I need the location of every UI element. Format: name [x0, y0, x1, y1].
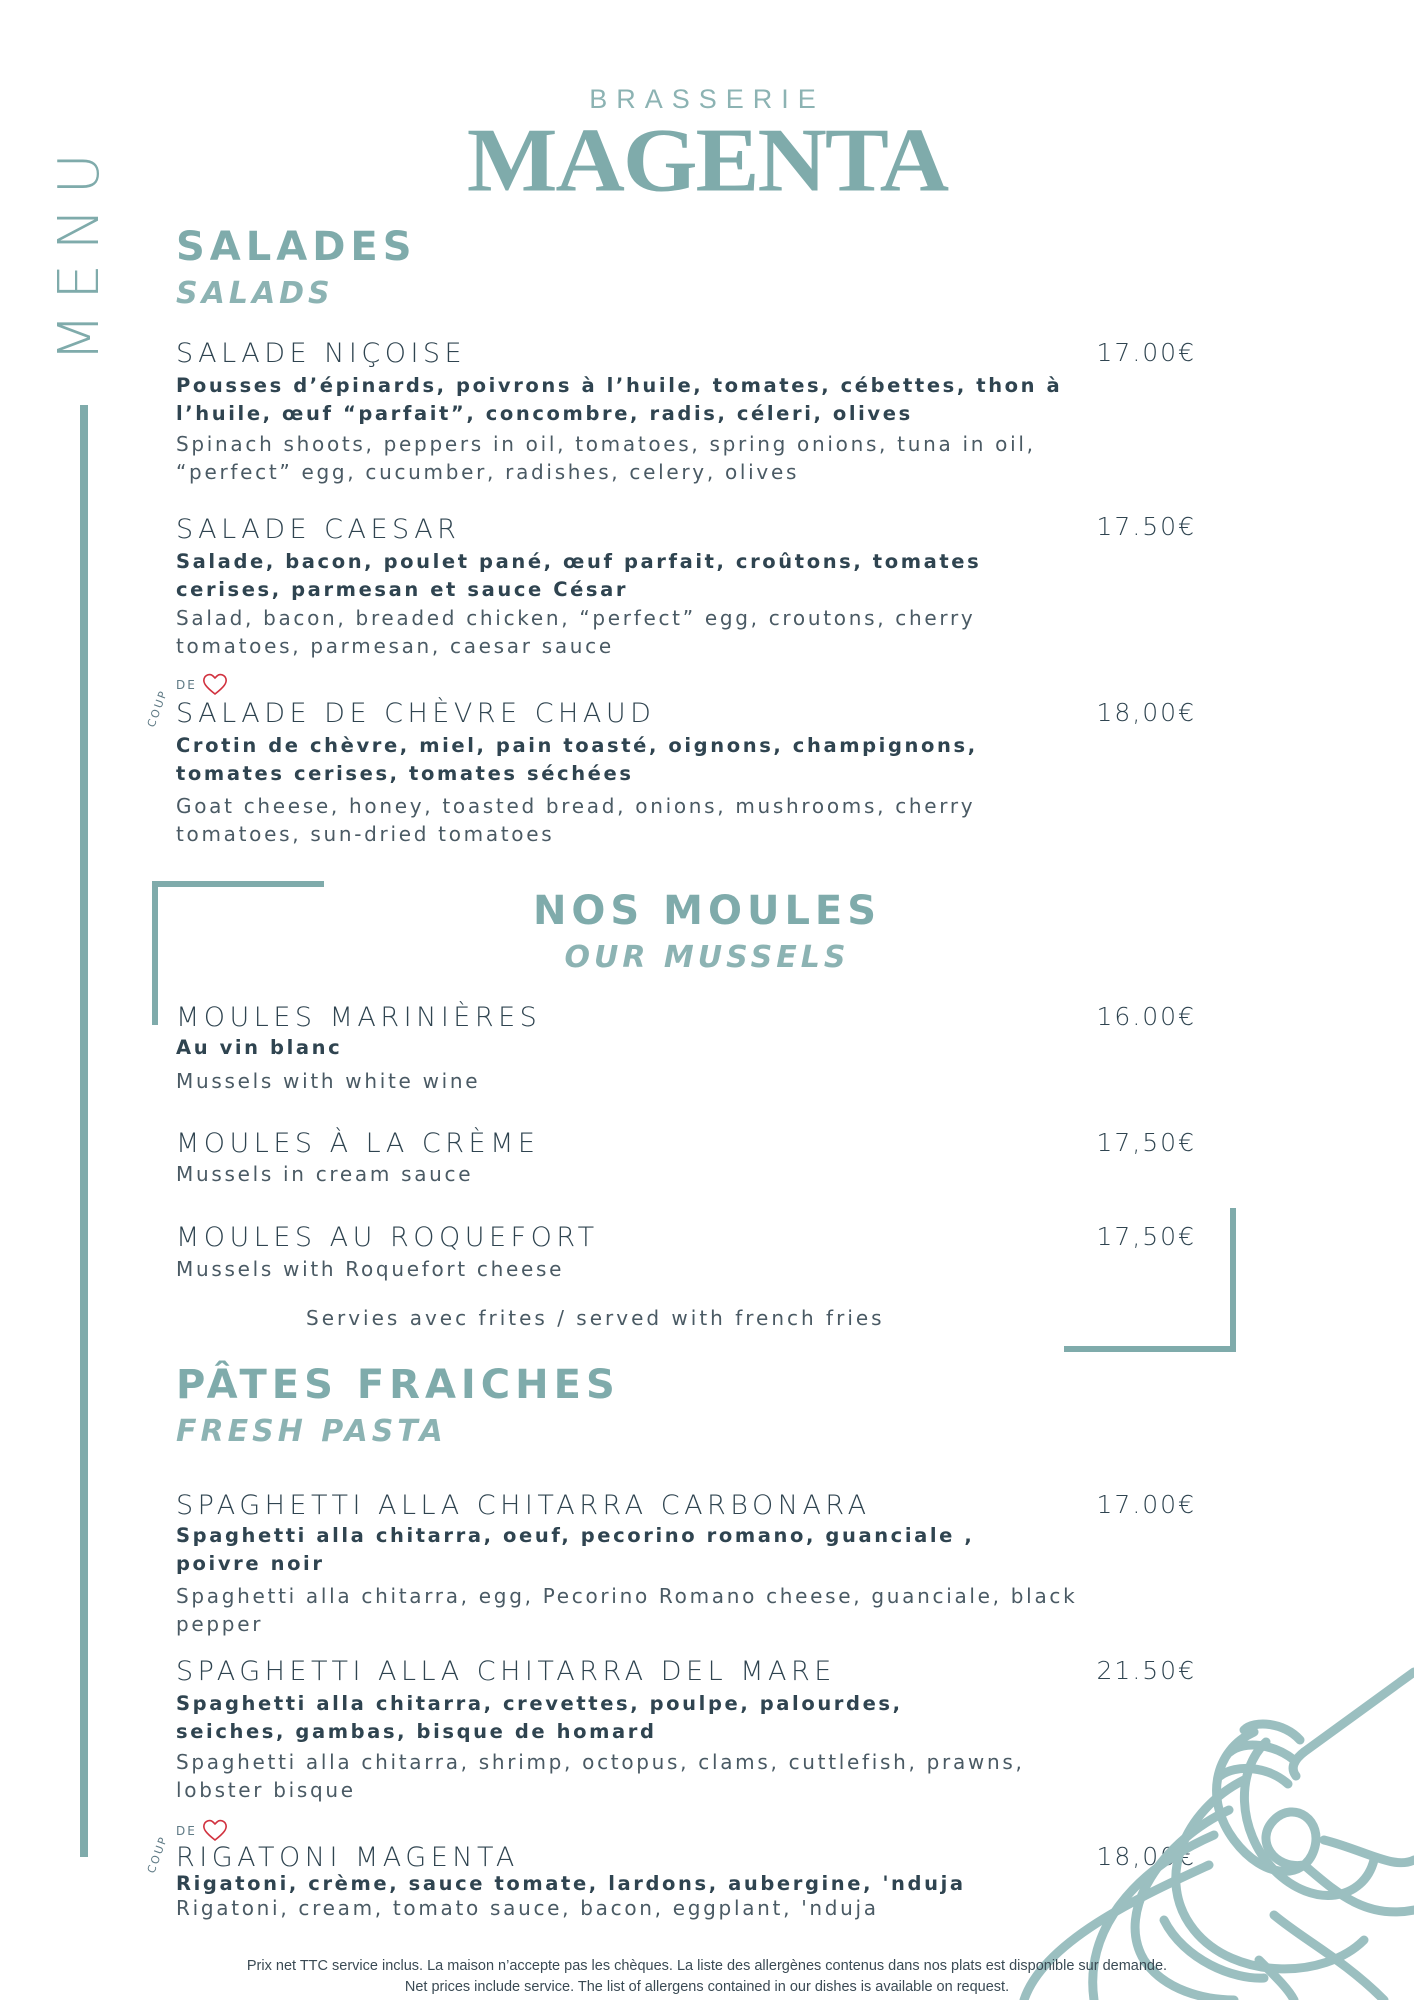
dish-description-en: Mussels with Roquefort cheese [176, 1257, 565, 1281]
badge-de-text: DE [176, 1824, 197, 1838]
bracket-bottom-vertical [1230, 1208, 1236, 1352]
dish-description-en: Mussels with white wine [176, 1069, 481, 1093]
heart-icon [202, 1818, 228, 1842]
dish-price: 16.00€ [1096, 1002, 1196, 1031]
dish-price: 17.50€ [1096, 512, 1196, 541]
dish-price: 17,50€ [1096, 1222, 1196, 1251]
pasta-fork-illustration [1004, 1660, 1414, 2000]
brand-subtitle: BRASSERIE [589, 84, 825, 114]
dish-description-en: Rigatoni, cream, tomato sauce, bacon, eggplant, 'nduja [176, 1896, 879, 1920]
dish-description-fr: Salade, bacon, poulet pané, œuf parfait, croûtons, tomates cerises, parmesan et sauce César [176, 550, 982, 601]
dish-name: MOULES AU ROQUEFORT [176, 1222, 599, 1253]
section-title-mussels: NOS MOULES [532, 888, 882, 934]
footer-line-fr: Prix net TTC service inclus. La maison n’accepte pas les chèques. La liste des allergènes contenus dans nos plats est disponible sur demande. [246, 1958, 1168, 1974]
badge-coup-text: COUP [144, 1833, 171, 1876]
bracket-bottom-horizontal [1064, 1346, 1236, 1352]
dish-description-en: Mussels in cream sauce [176, 1162, 474, 1186]
section-title-salads: SALADES [176, 224, 417, 270]
dish-description-fr: Au vin blanc [176, 1036, 343, 1059]
dish-description-fr: Pousses d’épinards, poivrons à l’huile, tomates, cébettes, thon à l’huile, œuf “parfait”, concombre, radis, céleri, olives [176, 374, 1063, 425]
dish-description-en: Goat cheese, honey, toasted bread, onions, mushrooms, cherry tomatoes, sun-dried tomatoes [176, 794, 976, 846]
dish-name: SALADE NIÇOISE [176, 338, 467, 369]
footer-line-en: Net prices include service. The list of allergens contained in our dishes is available on request. [404, 1979, 1010, 1995]
dish-name: SPAGHETTI ALLA CHITARRA DEL MARE [176, 1656, 836, 1687]
vertical-divider [80, 405, 88, 1857]
dish-price: 21.50€ [1096, 1656, 1196, 1685]
section-subtitle-mussels: OUR MUSSELS [564, 940, 850, 975]
brand-logo: MAGENTA [466, 108, 948, 211]
menu-label-text: MENU [47, 138, 113, 362]
section-title-pasta: PÂTES FRAICHES [176, 1362, 620, 1408]
dish-price: 17.00€ [1096, 338, 1196, 367]
badge-coup-text: COUP [144, 687, 171, 730]
dish-description-fr: Rigatoni, crème, sauce tomate, lardons, aubergine, 'nduja [176, 1872, 966, 1895]
dish-name: MOULES À LA CRÈME [176, 1128, 540, 1159]
dish-description-en: Spinach shoots, peppers in oil, tomatoes, spring onions, tuna in oil, “perfect” egg, cucumber, radishes, celery, olives [176, 432, 1036, 484]
dish-name: MOULES MARINIÈRES [176, 1002, 542, 1033]
bracket-top-horizontal [152, 881, 324, 887]
dish-price: 18,00€ [1096, 1842, 1196, 1871]
dish-price: 17.00€ [1096, 1490, 1196, 1519]
dish-name: RIGATONI MAGENTA [176, 1842, 519, 1873]
dish-description-en: Salad, bacon, breaded chicken, “perfect” egg, croutons, cherry tomatoes, parmesan, caesar sauce [176, 606, 976, 658]
heart-icon [202, 672, 228, 696]
footer-legal [0, 1956, 1414, 1998]
section-subtitle-pasta: FRESH PASTA [176, 1414, 447, 1449]
mussels-note: Servies avec frites / served with french fries [306, 1306, 885, 1330]
dish-name: SALADE CAESAR [176, 514, 461, 545]
dish-price: 18,00€ [1096, 698, 1196, 727]
dish-description-en: Spaghetti alla chitarra, shrimp, octopus, clams, cuttlefish, prawns, lobster bisque [176, 1750, 1025, 1802]
dish-name: SPAGHETTI ALLA CHITARRA CARBONARA [176, 1490, 871, 1521]
dish-description-fr: Spaghetti alla chitarra, crevettes, poulpe, palourdes, seiches, gambas, bisque de homard [176, 1692, 903, 1743]
dish-description-en: Spaghetti alla chitarra, egg, Pecorino Romano cheese, guanciale, black pepper [176, 1584, 1078, 1636]
badge-de-text: DE [176, 678, 197, 692]
menu-vertical-label [32, 138, 127, 362]
dish-name: SALADE DE CHÈVRE CHAUD [176, 698, 656, 729]
dish-description-fr: Spaghetti alla chitarra, oeuf, pecorino romano, guanciale , poivre noir [176, 1524, 975, 1575]
dish-description-fr: Crotin de chèvre, miel, pain toasté, oignons, champignons, tomates cerises, tomates séchées [176, 734, 978, 785]
section-subtitle-salads: SALADS [176, 276, 334, 311]
dish-price: 17,50€ [1096, 1128, 1196, 1157]
